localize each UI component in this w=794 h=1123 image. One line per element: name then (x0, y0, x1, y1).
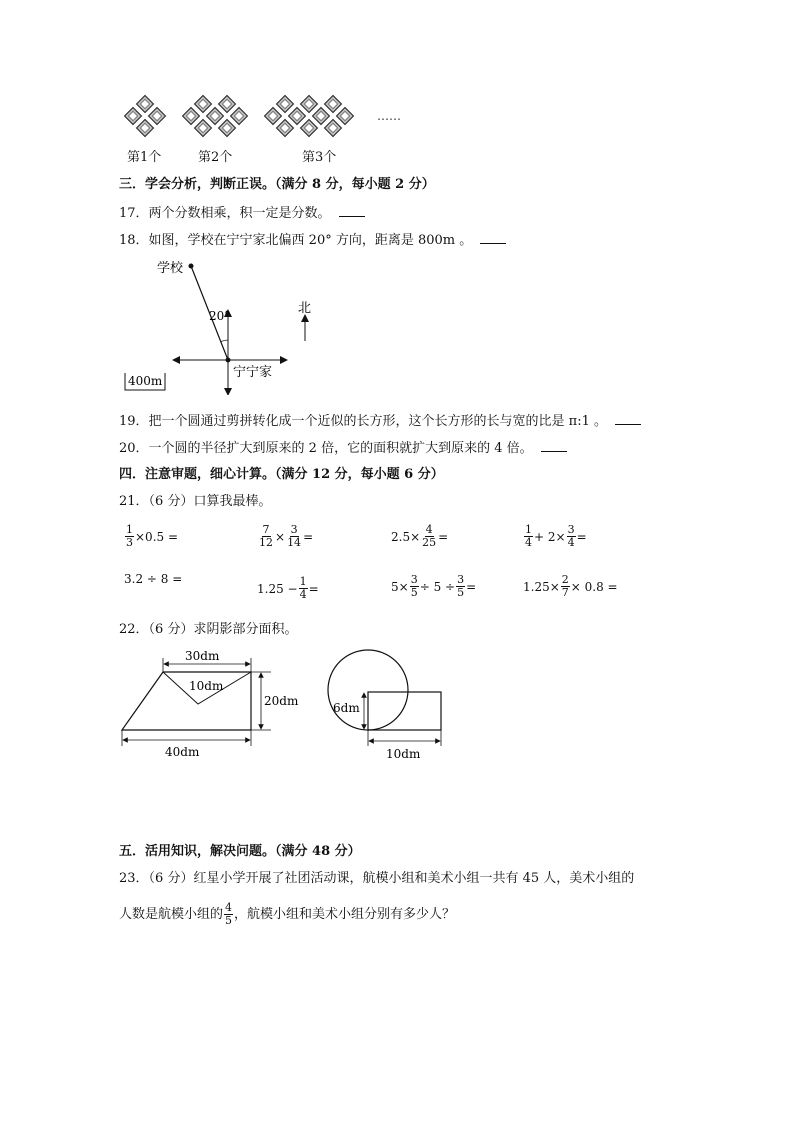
question-17-text: 17．两个分数相乘，积一定是分数。 (119, 206, 331, 221)
diamond-pattern-figure (115, 92, 415, 140)
answer-blank-19[interactable] (615, 413, 641, 425)
expression-3: 2.5× $\frac{4}{25}$ = (391, 523, 449, 549)
home-label: 宁宁家 (233, 365, 273, 380)
fraction-four-fifths: $\frac{4}{5}$ (225, 901, 233, 927)
answer-blank-18[interactable] (480, 232, 506, 244)
trapezoid-shape (122, 672, 251, 730)
question-21: 21．（6 分）口算我最棒。 (119, 494, 272, 509)
direction-map-figure (115, 255, 335, 395)
question-23-line2: 人数是航模小组的 $\frac{4}{5}$ ，航模小组和美术小组分别有多少人？ (119, 901, 456, 927)
expression-6: 1.25 − $\frac{1}{4}$ = (257, 575, 319, 601)
circle-rectangle-figure (320, 648, 460, 768)
school-label: 学校 (157, 261, 184, 276)
right-dim-label: 20dm (264, 694, 299, 708)
pattern-2 (183, 96, 248, 137)
question-18-text: 18．如图，学校在宁宁家北偏西 20° 方向，距离是 800m 。 (119, 233, 473, 248)
inner-dim-label: 10dm (189, 679, 224, 693)
pattern-label-1: 第1个 (127, 150, 162, 165)
left-dim-label: 6dm (333, 701, 360, 715)
pattern-label-3: 第3个 (302, 150, 337, 165)
expression-5: 3.2 ÷ 8 = (124, 572, 183, 586)
angle-arc (221, 340, 228, 342)
question-20-text: 20．一个圆的半径扩大到原来的 2 倍，它的面积就扩大到原来的 4 倍。 (119, 441, 533, 456)
expression-4: $\frac{1}{4}$ + 2× $\frac{3}{4}$ = (525, 523, 587, 549)
pattern-1 (125, 96, 166, 140)
pattern-ellipsis: …… (377, 109, 401, 123)
rectangle-shape (368, 692, 441, 730)
question-20 (119, 440, 567, 457)
question-22: 22．（6 分）求阴影部分面积。 (119, 622, 298, 637)
section5-heading: 五．活用知识，解决问题。（满分 48 分） (119, 844, 361, 859)
pattern-3 (265, 96, 354, 137)
section3-heading: 三．学会分析，判断正误。（满分 8 分，每小题 2 分） (119, 177, 435, 192)
top-dim-label: 30dm (185, 649, 220, 663)
home-point (226, 358, 231, 363)
north-label: 北 (298, 301, 312, 316)
question-19 (119, 413, 641, 430)
bottom-dim-label: 40dm (165, 745, 200, 759)
scale-label: 400m (128, 374, 163, 388)
question-17 (119, 205, 365, 222)
expression-8: 1.25× $\frac{2}{7}$ × 0.8 = (523, 573, 618, 599)
section4-heading: 四．注意审题，细心计算。（满分 12 分，每小题 6 分） (119, 467, 444, 482)
question-19-text: 19．把一个圆通过剪拼转化成一个近似的长方形，这个长方形的长与宽的比是 π:1 。 (119, 414, 608, 429)
answer-blank-20[interactable] (541, 440, 567, 452)
bottom2-dim-label: 10dm (386, 747, 421, 761)
angle-label: 20° (209, 309, 231, 323)
expression-1: $\frac{1}{3}$ ×0.5 = (126, 523, 179, 549)
answer-blank-17[interactable] (339, 205, 365, 217)
pattern-label-2: 第2个 (198, 150, 233, 165)
trapezoid-figure (115, 648, 310, 763)
question-18 (119, 232, 506, 249)
pattern-1-sides (115, 108, 129, 125)
question-23-line1: 23．（6 分）红星小学开展了社团活动课，航模小组和美术小组一共有 45 人，美术小组的 (119, 871, 635, 886)
expression-7: 5× $\frac{3}{5}$ ÷ 5 ÷ $\frac{3}{5}$ = (391, 573, 477, 599)
expression-2: $\frac{7}{12}$ × $\frac{3}{14}$ = (259, 523, 314, 549)
